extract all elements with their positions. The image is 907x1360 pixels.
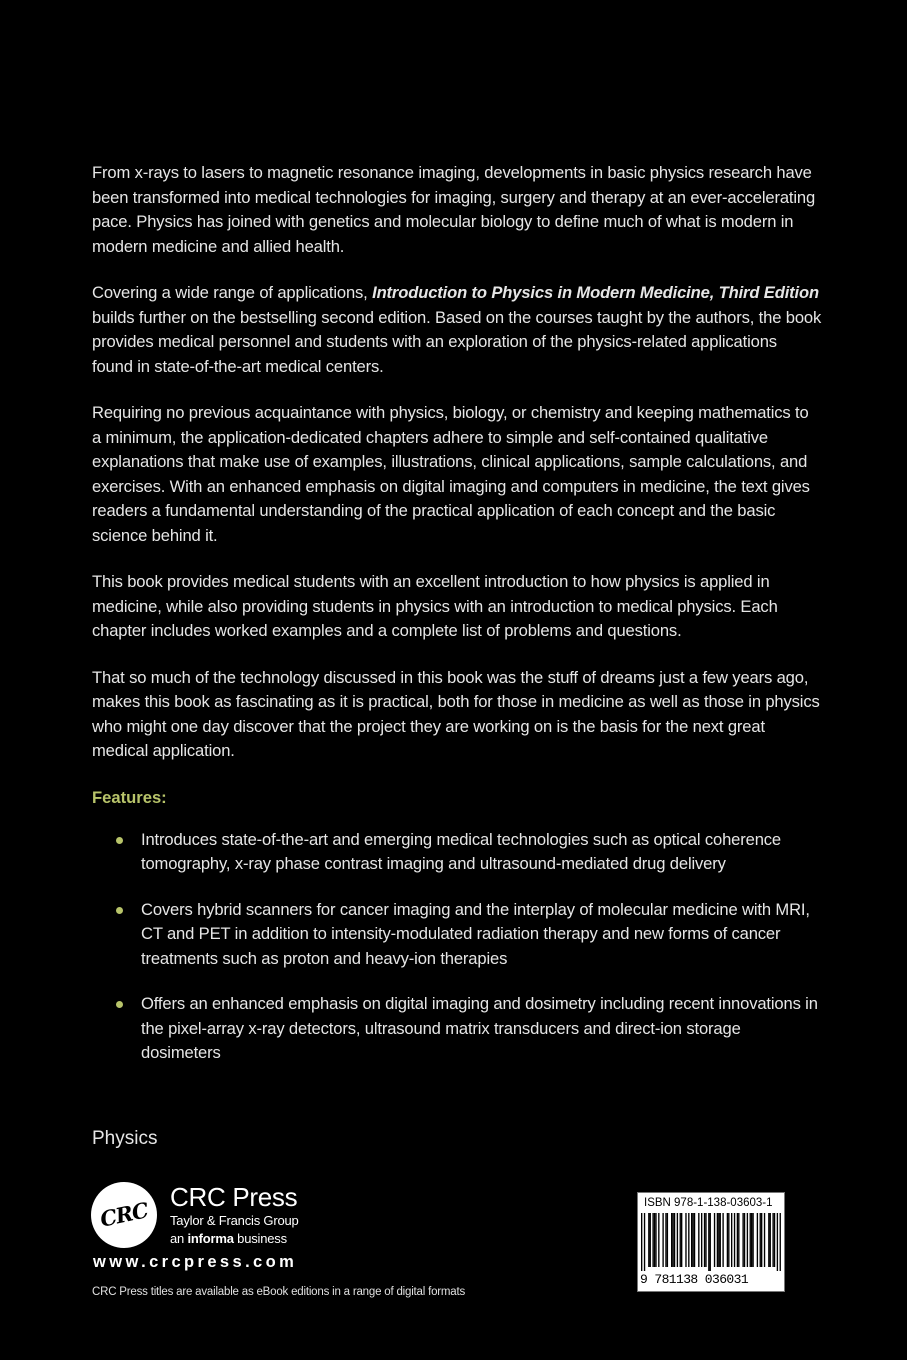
ebook-note: CRC Press titles are available as eBook editions in a range of digital formats: [92, 1286, 466, 1298]
p2-trailing-text: builds further on the bestselling second edition. Based on the courses taught by the authors, the book provides medical personnel and students with an exploration of the physics-related applications found in state-of-the-art medical centers.: [92, 307, 822, 376]
isbn-label: ISBN 978-1-138-03603-1: [644, 1197, 773, 1209]
barcode-bar: [772, 1213, 773, 1267]
barcode-bar: [714, 1213, 715, 1267]
barcode-bar: [718, 1213, 719, 1267]
barcode-bar: [750, 1213, 751, 1267]
barcode-bar: [727, 1213, 728, 1267]
description-paragraph-4: This book provides medical students with an excellent introduction to how physics is applied in medicine, while also providing students in physics with an introduction to medical physics. Each chapter includes worked examples and a complete list of problems and questions.: [92, 572, 778, 640]
barcode-bar: [648, 1213, 649, 1267]
barcode-bar: [764, 1213, 765, 1267]
description-paragraph-3: Requiring no previous acquaintance with physics, biology, or chemistry and keeping mathematics to a minimum, the application-dedicated chapters adhere to simple and self-contained qualitative explanations that make use of examples, illustrations, clinical applications, sample calculations, and exercises. With an enhanced emphasis on digital imaging and computers in medicine, the text gives readers a fundamental understanding of the practical application of each concept and the basic science behind it.: [92, 403, 810, 545]
barcode-bar: [704, 1213, 705, 1267]
barcode-bar: [722, 1213, 723, 1267]
book-title: Introduction to Physics in Modern Medicine, Third Edition: [372, 283, 819, 302]
informa-brand: informa: [187, 1231, 234, 1246]
barcode-box: [637, 1192, 785, 1292]
description-paragraph-2: [92, 281, 822, 379]
barcode-bar: [680, 1213, 681, 1267]
barcode-bar: [761, 1213, 762, 1267]
feature-text: Covers hybrid scanners for cancer imaging and the interplay of molecular medicine with MRI, CT and PET in addition to intensity-modulated radiation therapy and new forms of cancer treatments such as proton and heavy-ion therapies: [141, 899, 810, 968]
barcode-bar: [752, 1213, 753, 1267]
barcode-bar: [731, 1213, 732, 1267]
informa-prefix: an: [170, 1231, 188, 1246]
barcode-bar: [774, 1213, 775, 1267]
barcode-bar: [644, 1213, 645, 1271]
barcode-bar: [747, 1213, 748, 1267]
p2-lead-text: Covering a wide range of applications,: [92, 283, 373, 302]
barcode-bar: [650, 1213, 651, 1267]
barcode-bar: [671, 1213, 672, 1267]
feature-item: [92, 992, 822, 1066]
barcode-bar: [757, 1213, 758, 1267]
barcode-bar: [742, 1213, 743, 1267]
publisher-website: www.crcpress.com: [93, 1253, 298, 1271]
barcode-bar: [734, 1213, 735, 1267]
bullet-icon: [116, 837, 123, 844]
barcode-bar: [777, 1213, 778, 1271]
barcode-bar: [681, 1213, 682, 1267]
barcode-bar: [768, 1213, 769, 1267]
barcode-bar: [717, 1213, 718, 1267]
feature-text: Offers an enhanced emphasis on digital imaging and dosimetry including recent innovations in the pixel-array x-ray detectors, ultrasound matrix transducers and direct-ion storage dosimeters: [141, 994, 818, 1062]
informa-line: [170, 1231, 287, 1246]
barcode-bar: [672, 1213, 673, 1267]
barcode-bar: [652, 1213, 653, 1267]
barcode-bar: [662, 1213, 663, 1267]
barcode-bar: [685, 1213, 686, 1267]
feature-item: [92, 828, 822, 877]
barcode-bar: [751, 1213, 752, 1267]
barcode-bar: [728, 1213, 729, 1267]
description-paragraph-5: That so much of the technology discussed in this book was the stuff of dreams just a few years ago, makes this book as fascinating as it is practical, both for those in medicine as well as those in physics who might one day discover that the project they are working on is the basis for the next great medical application.: [92, 667, 820, 760]
informa-suffix: business: [233, 1231, 287, 1246]
barcode-bar: [780, 1213, 781, 1271]
barcode-bar: [641, 1213, 642, 1271]
bullet-icon: [116, 1001, 123, 1008]
barcode-bar: [698, 1213, 699, 1267]
barcode-bar: [677, 1213, 678, 1267]
barcode-bar: [705, 1213, 706, 1267]
barcode-bar: [708, 1213, 709, 1271]
barcode-bar: [738, 1213, 739, 1267]
back-cover-content: [92, 161, 822, 1087]
barcode-bar: [720, 1213, 721, 1267]
features-list: [92, 828, 822, 1066]
barcode-digits: 9 781138 036031: [640, 1272, 749, 1287]
barcode-bar: [665, 1213, 666, 1267]
barcode-bar: [770, 1213, 771, 1267]
barcode-bar: [674, 1213, 675, 1267]
barcode-bars-icon: [641, 1213, 781, 1271]
description-paragraph-1: From x-rays to lasers to magnetic resonance imaging, developments in basic physics research have been transformed into medical technologies for imaging, surgery and therapy at an ever-accelerating pace. Physics has joined with genetics and molecular biology to define much of what is modern in modern medicine and allied health.: [92, 163, 816, 256]
feature-item: [92, 898, 822, 972]
barcode-bar: [658, 1213, 659, 1267]
barcode-bar: [737, 1213, 738, 1267]
publisher-name: CRC Press: [170, 1182, 298, 1212]
barcode-bar: [710, 1213, 711, 1271]
barcode-bar: [655, 1213, 656, 1267]
crc-logo-text: CRC: [97, 1197, 150, 1232]
feature-text: Introduces state-of-the-art and emerging medical technologies such as optical coherence tomography, x-ray phase contrast imaging and ultrasound-mediated drug delivery: [141, 829, 782, 873]
barcode-bar: [760, 1213, 761, 1267]
barcode-bar: [654, 1213, 655, 1267]
subject-category: Physics: [92, 1128, 158, 1149]
barcode-bar: [688, 1213, 689, 1267]
features-heading: Features:: [92, 787, 167, 807]
publisher-group: Taylor & Francis Group: [170, 1213, 299, 1228]
barcode-bar: [694, 1213, 695, 1267]
barcode-bar: [744, 1213, 745, 1267]
bullet-icon: [116, 907, 123, 914]
crc-logo-icon: [91, 1182, 157, 1248]
barcode-bar: [701, 1213, 702, 1267]
barcode-bar: [667, 1213, 668, 1267]
barcode-bar: [692, 1213, 693, 1267]
barcode-bar: [691, 1213, 692, 1267]
